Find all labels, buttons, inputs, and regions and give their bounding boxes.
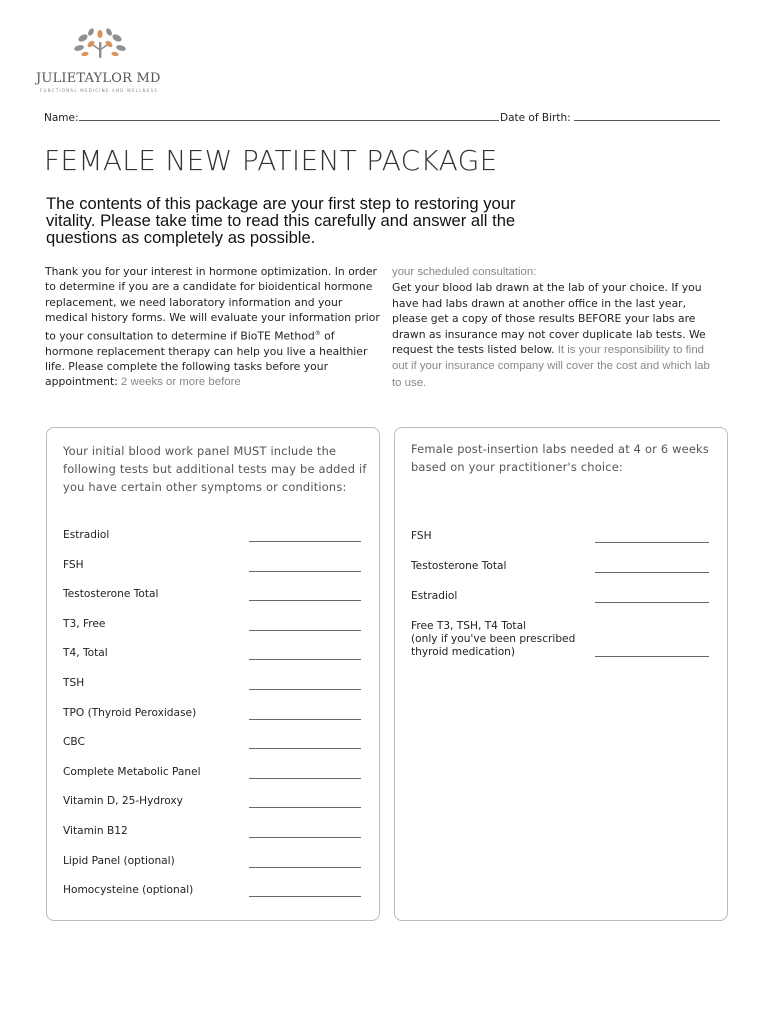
test-result-line[interactable] [249, 896, 361, 897]
dob-label: Date of Birth: [500, 112, 571, 124]
initial-panel-heading: Your initial blood work panel MUST include the following tests but additional tests may be added if you have certain other symptoms or conditions: [63, 444, 367, 494]
test-item-label: Free T3, TSH, T4 Total (only if you've been prescribed thyroid medication) [411, 620, 576, 658]
test-item-label: Testosterone Total [411, 560, 507, 572]
test-result-line[interactable] [249, 689, 361, 690]
test-result-line[interactable] [249, 600, 361, 601]
test-result-line[interactable] [249, 659, 361, 660]
test-result-line[interactable] [249, 778, 361, 779]
test-item-label: TSH [63, 677, 85, 689]
left-paragraph-text: Thank you for your interest in hormone optimization. In order to determine if you are a candidate for bioidentical hormone replacement, we need laboratory information and your medical history forms. We will evaluate your information prior to your consultation to determine if BioTE Method [45, 265, 380, 343]
test-item-label: Vitamin D, 25-Hydroxy [63, 795, 183, 808]
right-paragraph-gray-head: your scheduled consultation: [392, 266, 537, 278]
test-result-line[interactable] [249, 719, 361, 720]
test-item-label: Homocysteine (optional) [63, 884, 194, 897]
test-item-label: Testosterone Total [63, 588, 159, 601]
test-result-line[interactable] [249, 867, 361, 868]
left-paragraph-text-after: of hormone replacement therapy can help you live a healthier life. Please complete the following tasks before your appointment: [45, 329, 368, 389]
test-result-line[interactable] [595, 542, 709, 543]
initial-panel-box [46, 427, 380, 921]
name-field[interactable] [44, 110, 499, 124]
test-result-line[interactable] [595, 572, 709, 573]
test-item-label: FSH [63, 558, 84, 571]
left-paragraph-gray-tail: 2 weeks or more before [117, 376, 241, 389]
test-item-label: Lipid Panel (optional) [63, 854, 175, 867]
test-result-line[interactable] [249, 571, 361, 572]
test-result-line[interactable] [249, 748, 361, 749]
logo [36, 28, 166, 98]
test-item-label: Vitamin B12 [63, 825, 128, 837]
test-result-line[interactable] [249, 541, 361, 542]
test-item-label: Estradiol [63, 529, 110, 541]
test-result-line[interactable] [249, 630, 361, 631]
brand-name: JULIETAYLOR MD [36, 71, 161, 86]
test-result-line[interactable] [249, 837, 361, 838]
post-insertion-panel-heading: Female post-insertion labs needed at 4 or 6 weeks based on your practitioner's choice: [411, 442, 709, 474]
test-item-label: FSH [411, 530, 432, 542]
test-result-line[interactable] [595, 656, 709, 657]
brand-tagline: FUNCTIONAL MEDICINE AND WELLNESS [40, 88, 159, 93]
registered-mark: ® [314, 329, 321, 337]
left-paragraph [45, 264, 380, 391]
test-result-line[interactable] [595, 602, 709, 603]
tree-logo-icon [71, 28, 131, 68]
test-item-label: T4, Total [63, 647, 108, 660]
name-label: Name: [44, 112, 79, 124]
dob-input-line[interactable] [574, 110, 720, 121]
intro-text: The contents of this package are your first step to restoring your vitality. Please take time to read this carefully and answer all the questions as completely as possible. [46, 194, 516, 247]
right-paragraph [392, 264, 722, 391]
test-item-label: Complete Metabolic Panel [63, 765, 201, 778]
test-item-label: CBC [63, 736, 85, 749]
test-item-label: TPO (Thyroid Peroxidase) [63, 706, 197, 719]
dob-field[interactable] [500, 110, 720, 124]
post-insertion-panel-box [394, 427, 728, 921]
test-result-line[interactable] [249, 807, 361, 808]
name-input-line[interactable] [79, 110, 499, 121]
right-paragraph-text: Get your blood lab drawn at the lab of your choice. If you have had labs drawn at another office in the last year, please get a copy of those results BEFORE your labs are drawn as insurance may not cover duplicate lab tests. We request the tests listed below. [392, 281, 706, 357]
test-item-label: T3, Free [63, 617, 106, 630]
test-item-label: Estradiol [411, 590, 458, 602]
right-paragraph-gray-tail: It is your responsibility to find out if your insurance company will cover the cost and which lab to use. [392, 344, 710, 389]
page-title: FEMALE NEW PATIENT PACKAGE [44, 144, 498, 177]
